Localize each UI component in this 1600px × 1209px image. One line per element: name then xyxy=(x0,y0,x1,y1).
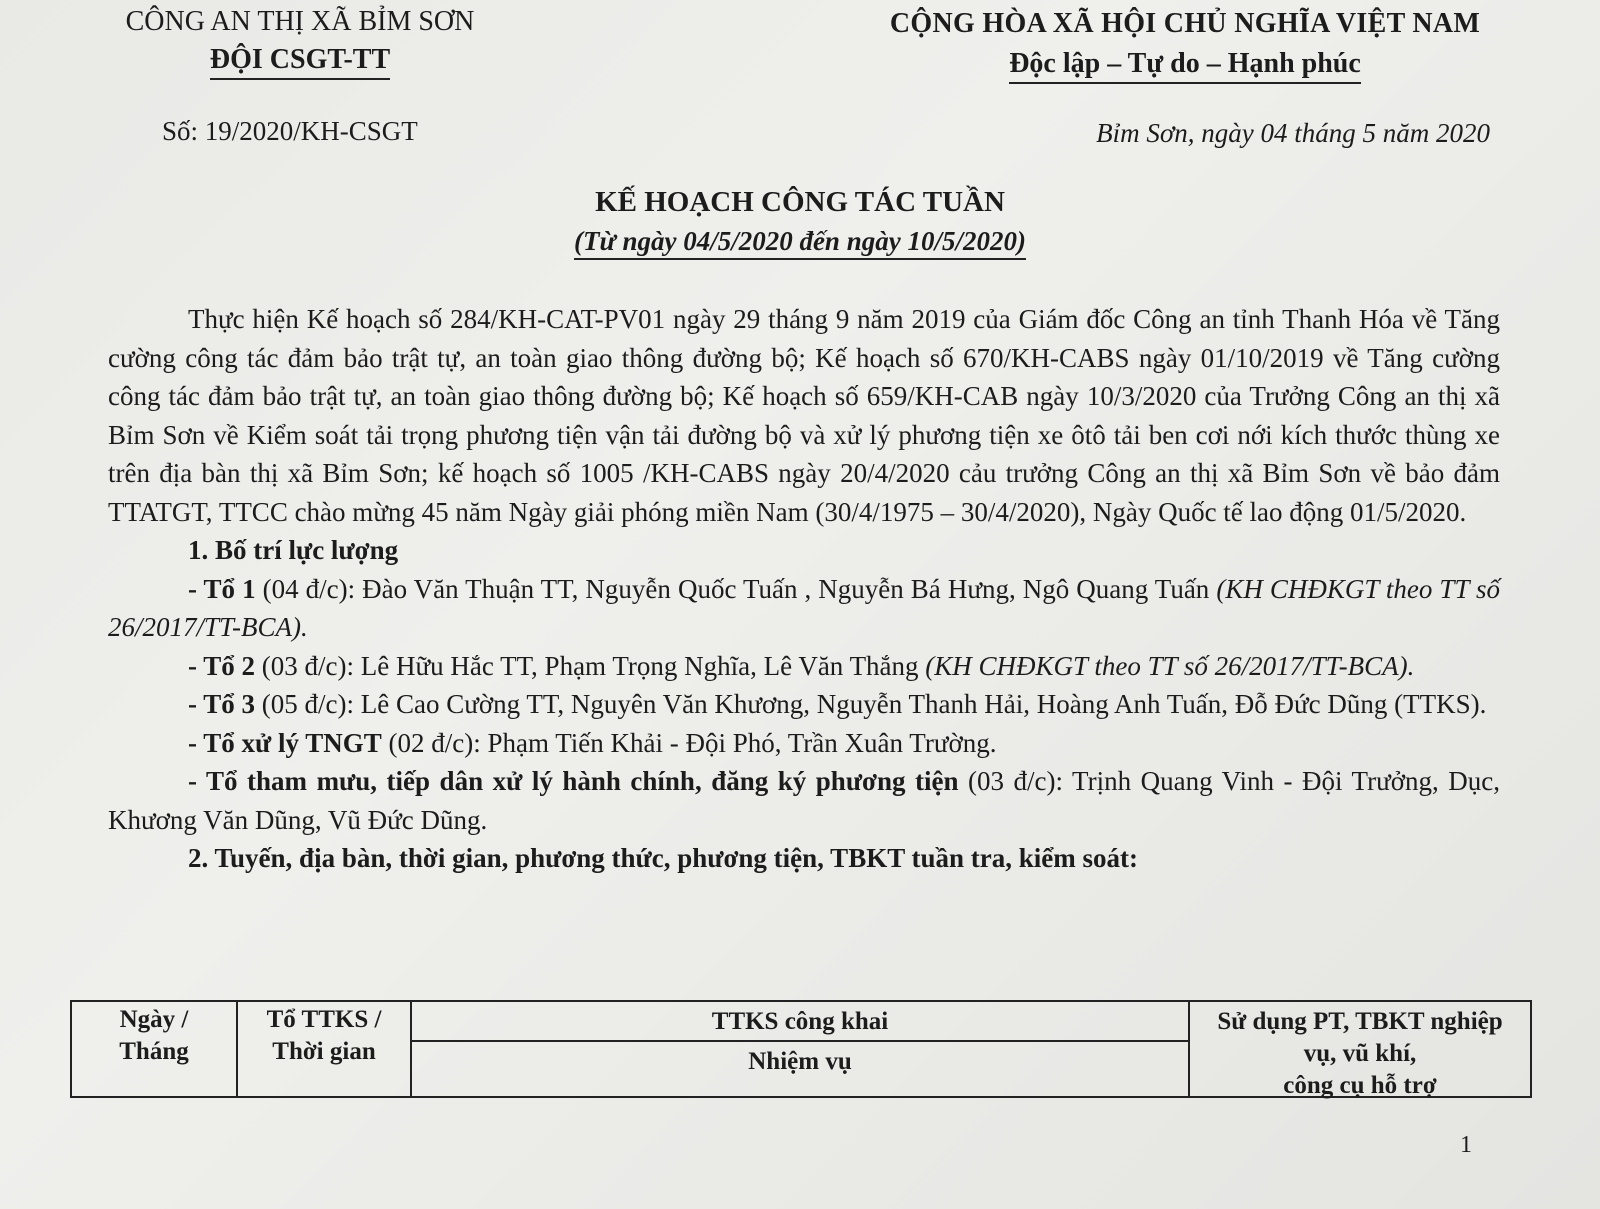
team-4-paragraph xyxy=(108,724,1500,763)
team-header-line-1: Tổ TTKS / xyxy=(266,1006,382,1033)
table-header-team xyxy=(238,1002,412,1096)
team-1-note: (KH CHĐKGT theo TT số 26/2017/TT-BCA). xyxy=(108,573,1501,642)
team-3-label: - Tổ 3 xyxy=(188,689,256,719)
agency-header xyxy=(120,6,480,80)
team-header-line-2: Thời gian xyxy=(272,1038,376,1065)
date-header-line-2: Tháng xyxy=(119,1038,189,1065)
schedule-table xyxy=(70,1000,1532,1098)
equipment-header-line-3: công cụ hỗ trợ xyxy=(1283,1072,1437,1099)
table-header-task: Nhiệm vụ xyxy=(412,1042,1190,1096)
team-5-label: - Tổ tham mưu, tiếp dân xử lý hành chính, đăng ký phương tiện xyxy=(188,766,959,796)
section-2-heading: 2. Tuyến, địa bàn, thời gian, phương thức, phương tiện, TBKT tuần tra, kiểm soát: xyxy=(188,843,1138,873)
date-header-line-1: Ngày / xyxy=(119,1006,189,1033)
document-title: KẾ HOẠCH CÔNG TÁC TUẦN xyxy=(595,186,1005,218)
team-4-label: - Tổ xử lý TNGT xyxy=(188,727,382,758)
team-5-text: (03 đ/c): Trịnh Quang Vinh - Đội Trưởng, Dục, Khương Văn Dũng, Vũ Đức Dũng. xyxy=(108,766,1500,835)
table-header-public-patrol: TTKS công khai xyxy=(412,1002,1190,1042)
nation-name: CỘNG HÒA XÃ HỘI CHỦ NGHĨA VIỆT NAM xyxy=(889,8,1481,39)
team-3-text: (05 đ/c): Lê Cao Cường TT, Nguyên Văn Khương, Nguyễn Thanh Hải, Hoàng Anh Tuấn, Đỗ Đức Dũng (TTKS). xyxy=(255,689,1487,719)
team-2-note: (KH CHĐKGT theo TT số 26/2017/TT-BCA). xyxy=(925,650,1415,681)
team-4-text: (02 đ/c): Phạm Tiến Khải - Đội Phó, Trần Xuân Trường. xyxy=(381,727,997,758)
subtitle-text: (Từ ngày 04/5/2020 đến ngày 10/5/2020) xyxy=(574,226,1026,260)
agency-name: CÔNG AN THỊ XÃ BỈM SƠN xyxy=(125,6,475,37)
team-5-paragraph xyxy=(108,762,1500,839)
nation-motto: Độc lập – Tự do – Hạnh phúc xyxy=(1009,48,1361,84)
page-number: 1 xyxy=(1460,1132,1472,1158)
table-header-equipment xyxy=(1190,1002,1530,1099)
team-2-text: (03 đ/c): Lê Hữu Hắc TT, Phạm Trọng Nghĩa, Lê Văn Thắng xyxy=(255,650,926,681)
equipment-header-line-1: Sử dụng PT, TBKT nghiệp xyxy=(1217,1008,1503,1035)
team-2-paragraph xyxy=(108,647,1500,686)
team-1-paragraph xyxy=(108,570,1500,647)
team-3-paragraph xyxy=(108,685,1500,724)
intro-paragraph: Thực hiện Kế hoạch số 284/KH-CAT-PV01 ngày 29 tháng 9 năm 2019 của Giám đốc Công an tỉnh Thanh Hóa về Tăng cường công tác đảm bảo trật tự, an toàn giao thông đường bộ; Kế hoạch số 670/KH-CABS ngày 01/10/2019 về Tăng cường công tác đảm bảo trật tự, an toàn giao thông đường bộ; Kế hoạch số 659/KH-CAB ngày 10/3/2020 của Trưởng Công an thị xã Bỉm Sơn về Kiểm soát tải trọng phương tiện vận tải đường bộ và xử lý phương tiện xe ôtô tải ben cơi nới kích thước thùng xe trên địa bàn thị xã Bỉm Sơn; kế hoạch số 1005 /KH-CABS ngày 20/4/2020 cảu trưởng Công an thị xã Bỉm Sơn về bảo đảm TTATGT, TTCC chào mừng 45 năm Ngày giải phóng miền Nam (30/4/1975 – 30/4/2020), Ngày Quốc tế lao động 01/5/2020. xyxy=(108,304,1500,527)
unit-name: ĐỘI CSGT-TT xyxy=(210,44,390,80)
document-body xyxy=(108,300,1500,878)
team-2-label: - Tổ 2 xyxy=(188,650,256,681)
place-date: Bỉm Sơn, ngày 04 tháng 5 năm 2020 xyxy=(1096,118,1490,148)
table-header-date xyxy=(72,1002,238,1096)
nation-header xyxy=(880,8,1490,84)
team-1-label: - Tổ 1 xyxy=(188,573,256,604)
document-subtitle xyxy=(0,226,1600,257)
equipment-header-line-2: vụ, vũ khí, xyxy=(1303,1040,1417,1067)
section-1-heading: 1. Bố trí lực lượng xyxy=(188,535,399,565)
document-number: Số: 19/2020/KH-CSGT xyxy=(162,116,418,146)
team-1-text: (04 đ/c): Đào Văn Thuận TT, Nguyễn Quốc Tuấn , Nguyễn Bá Hưng, Ngô Quang Tuấn xyxy=(255,573,1217,604)
